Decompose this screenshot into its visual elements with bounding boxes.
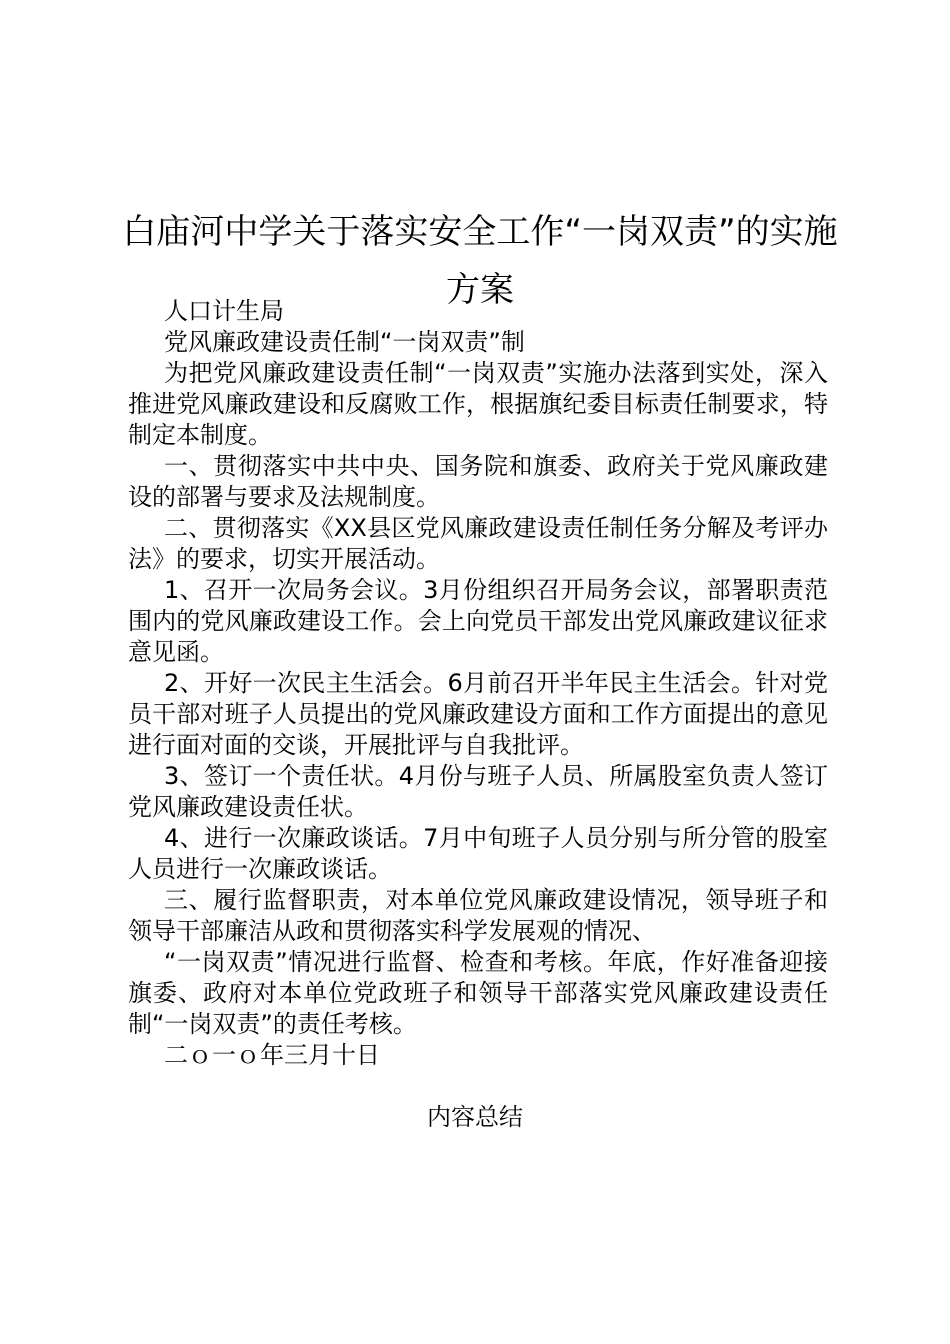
summary-heading: 内容总结 <box>427 1103 523 1131</box>
document-body <box>128 296 828 1071</box>
paragraph-department: 人口计生局 <box>164 297 284 325</box>
document-title: 白庙河中学关于落实安全工作“一岗双责”的实施方案 <box>122 211 838 310</box>
paragraph-subitem-2: 2、开好一次民主生活会。6月前召开半年民主生活会。针对党员干部对班子人员提出的党风廉政建设方面和工作方面提出的意见进行面对面的交谈，开展批评与自我批评。 <box>128 669 828 759</box>
document-date: 二ｏ一ｏ年三月十日 <box>164 1041 380 1069</box>
paragraph-item-3: 三、履行监督职责，对本单位党风廉政建设情况，领导班子和领导干部廉洁从政和贯彻落实科学发展观的情况、 <box>128 886 828 945</box>
paragraph-subitem-1: 1、召开一次局务会议。3月份组织召开局务会议，部署职责范围内的党风廉政建设工作。会上向党员干部发出党风廉政建议征求意见函。 <box>128 576 828 666</box>
paragraph-subitem-3: 3、签订一个责任状。4月份与班子人员、所属股室负责人签订党风廉政建设责任状。 <box>128 762 828 821</box>
paragraph-item-1: 一、贯彻落实中共中央、国务院和旗委、政府关于党风廉政建设的部署与要求及法规制度。 <box>128 452 828 511</box>
paragraph-item-3-continued: “一岗双责”情况进行监督、检查和考核。年底，作好准备迎接旗委、政府对本单位党政班子和领导干部落实党风廉政建设责任制“一岗双责”的责任考核。 <box>128 948 828 1038</box>
paragraph-system-name: 党风廉政建设责任制“一岗双责”制 <box>164 328 525 356</box>
paragraph-purpose: 为把党风廉政建设责任制“一岗双责”实施办法落到实处，深入推进党风廉政建设和反腐败工作，根据旗纪委目标责任制要求，特制定本制度。 <box>128 359 828 449</box>
paragraph-subitem-4: 4、进行一次廉政谈话。7月中旬班子人员分别与所分管的股室人员进行一次廉政谈话。 <box>128 824 828 883</box>
paragraph-item-2: 二、贯彻落实《XX县区党风廉政建设责任制任务分解及考评办法》的要求，切实开展活动。 <box>128 514 828 573</box>
